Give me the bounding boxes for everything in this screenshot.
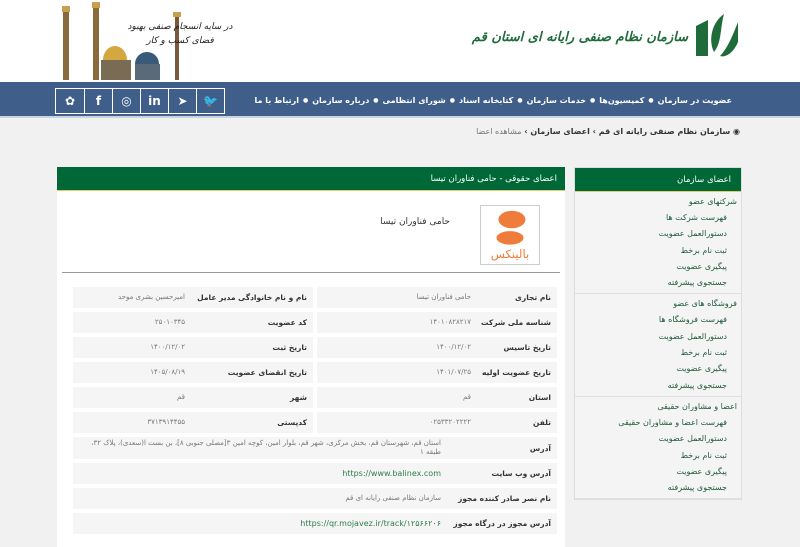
sidebar	[574, 167, 742, 500]
globe-icon: ◉	[730, 127, 740, 136]
phone-value: ۰۲۵۳۳۲۰۲۲۲۲	[429, 418, 471, 426]
linkedin-icon[interactable]: in	[140, 89, 168, 113]
site-header	[0, 0, 800, 82]
field-label: شهر	[290, 393, 307, 402]
org-logo[interactable]	[472, 12, 740, 62]
sidebar-group-title[interactable]: اعضا و مشاوران حقیقی	[657, 401, 737, 411]
website-link[interactable]: https://www.balinex.com	[342, 469, 441, 478]
field-label: نام تجاری	[515, 293, 551, 302]
company-logo-text: بالینکس	[490, 247, 530, 262]
license-link[interactable]: https://qr.mojavez.ir/track/۱۲۵۶۶۲۰۶	[300, 519, 441, 528]
sidebar-item[interactable]: پیگیری عضویت	[676, 466, 727, 476]
province-value: قم	[462, 393, 471, 401]
field-label: شناسه ملی شرکت	[480, 318, 551, 327]
company-name: حامی فناوران تیسا	[380, 217, 450, 227]
instagram-icon[interactable]: ◎	[112, 89, 140, 113]
founded-value: ۱۴۰۰/۱۲/۰۲	[436, 343, 471, 351]
field-label: کد عضویت	[267, 318, 307, 327]
twitter-icon[interactable]: 🐦	[196, 89, 224, 113]
sidebar-group-companies	[575, 192, 741, 294]
issuer-value: سازمان نظام صنفی رایانه ای قم	[345, 494, 441, 502]
sidebar-item[interactable]: دستورالعمل عضویت	[658, 434, 727, 444]
facebook-icon[interactable]: f	[84, 89, 112, 113]
company-profile	[62, 197, 560, 273]
first-membership-value: ۱۴۰۱/۰۷/۲۵	[436, 368, 471, 376]
field-label: تاریخ تاسیس	[503, 343, 551, 352]
field-label: نام نصر صادر کننده مجوز	[458, 494, 551, 503]
nav-membership[interactable]: عضویت در سازمان	[657, 95, 732, 105]
member-detail-panel	[57, 167, 565, 547]
sidebar-item[interactable]: جستجوی پیشرفته	[667, 278, 727, 288]
sidebar-item[interactable]: فهرست اعضا و مشاوران حقیقی	[618, 417, 727, 427]
breadcrumb-current: مشاهده اعضا	[476, 127, 522, 136]
ceo-value: امیرحسین بشری موحد	[117, 293, 185, 301]
field-label: آدرس مجوز در درگاه مجوز	[453, 519, 551, 528]
sidebar-item[interactable]: دستورالعمل عضویت	[658, 229, 727, 239]
city-value: قم	[176, 393, 185, 401]
address-value: استان قم، شهرستان قم، بخش مرکزی، شهر قم، بلوار امین، کوچه امین ۳[مصلی جنوبی ۸]، بن بست ا(سعدی)، پلاک ۳۲، طبقه ۱	[91, 439, 441, 456]
nav-disciplinary[interactable]: شورای انتظامی	[382, 95, 446, 105]
field-label: نام و نام خانوادگی مدیر عامل	[197, 293, 307, 302]
expiry-value: ۱۴۰۵/۰۸/۱۹	[150, 368, 185, 376]
national-id-value: ۱۴۰۱۰۸۲۸۲۱۷	[429, 318, 471, 326]
sidebar-group-stores	[575, 294, 741, 396]
trade-name-value: حامی فناوران تیسا	[416, 293, 471, 301]
panel-title: اعضای حقوقی - حامی فناوران تیسا	[57, 167, 565, 191]
sidebar-group-title[interactable]: فروشگاه های عضو	[673, 299, 737, 309]
breadcrumb-members[interactable]: اعضای سازمان	[530, 127, 590, 136]
sidebar-item[interactable]: ثبت نام برخط	[680, 348, 727, 358]
sidebar-item[interactable]: جستجوی پیشرفته	[667, 483, 727, 493]
nav-contact[interactable]: ارتباط با ما	[254, 95, 299, 105]
nav-services[interactable]: خدمات سازمان	[526, 95, 587, 105]
field-label: آدرس وب سایت	[491, 469, 551, 478]
company-logo	[480, 205, 540, 265]
field-label: تلفن	[532, 418, 551, 427]
telegram-icon[interactable]: ➤	[168, 89, 196, 113]
field-label: کدپستی	[277, 418, 307, 427]
nav-about[interactable]: درباره سازمان	[312, 95, 370, 105]
slogan: در سایه انسجام صنفی بهبود فضای کسب و کار	[127, 22, 233, 46]
sidebar-item[interactable]: فهرست شرکت ها	[665, 213, 727, 222]
social-links	[55, 88, 225, 114]
field-label: تاریخ عضویت اولیه	[481, 368, 551, 377]
nav-library[interactable]: کتابخانه اسناد	[459, 95, 514, 105]
org-name: سازمان نظام صنفی رایانه ای استان قم	[471, 29, 688, 45]
registered-value: ۱۴۰۰/۱۲/۰۲	[150, 343, 185, 351]
aparat-icon[interactable]: ✿	[64, 94, 76, 108]
sidebar-item[interactable]: دستورالعمل عضویت	[658, 331, 727, 341]
sidebar-item[interactable]: پیگیری عضویت	[676, 261, 727, 271]
sidebar-item[interactable]: پیگیری عضویت	[676, 364, 727, 374]
sidebar-group-individuals	[575, 397, 741, 499]
nav-commissions[interactable]: کمیسیون‌ها	[599, 95, 645, 105]
field-label: استان	[528, 393, 551, 402]
breadcrumb-home[interactable]: سازمان نظام صنفی رایانه ای قم	[598, 127, 731, 136]
field-label: تاریخ ثبت	[272, 343, 307, 352]
postal-value: ۳۷۱۳۹۱۴۴۵۵	[147, 418, 185, 426]
sidebar-item[interactable]: ثبت نام برخط	[680, 450, 727, 460]
field-label: تاریخ انقضای عضویت	[227, 368, 307, 377]
sidebar-item[interactable]: ثبت نام برخط	[680, 245, 727, 255]
breadcrumb: ◉ سازمان نظام صنفی رایانه ای قم › اعضای سازمان › مشاهده اعضا	[476, 127, 740, 136]
sidebar-title: اعضای سازمان	[575, 168, 741, 192]
sidebar-group-title[interactable]: شرکتهای عضو	[688, 197, 737, 206]
sidebar-item[interactable]: جستجوی پیشرفته	[667, 380, 727, 390]
member-code-value: ۲۵۰۱۰۳۴۵	[154, 318, 185, 326]
main-nav: عضویت در سازمان ● کمیسیون‌ها ● خدمات سازمان ● کتابخانه اسناد ● شورای انتظامی ● درباره سازمان ● ارتباط با ما 🐦 ➤ in ◎ f ✿	[0, 82, 800, 118]
org-emblem-icon	[694, 12, 740, 62]
member-fields	[73, 287, 557, 538]
sidebar-item[interactable]: فهرست فروشگاه ها	[658, 315, 727, 325]
field-label: آدرس	[529, 443, 551, 453]
